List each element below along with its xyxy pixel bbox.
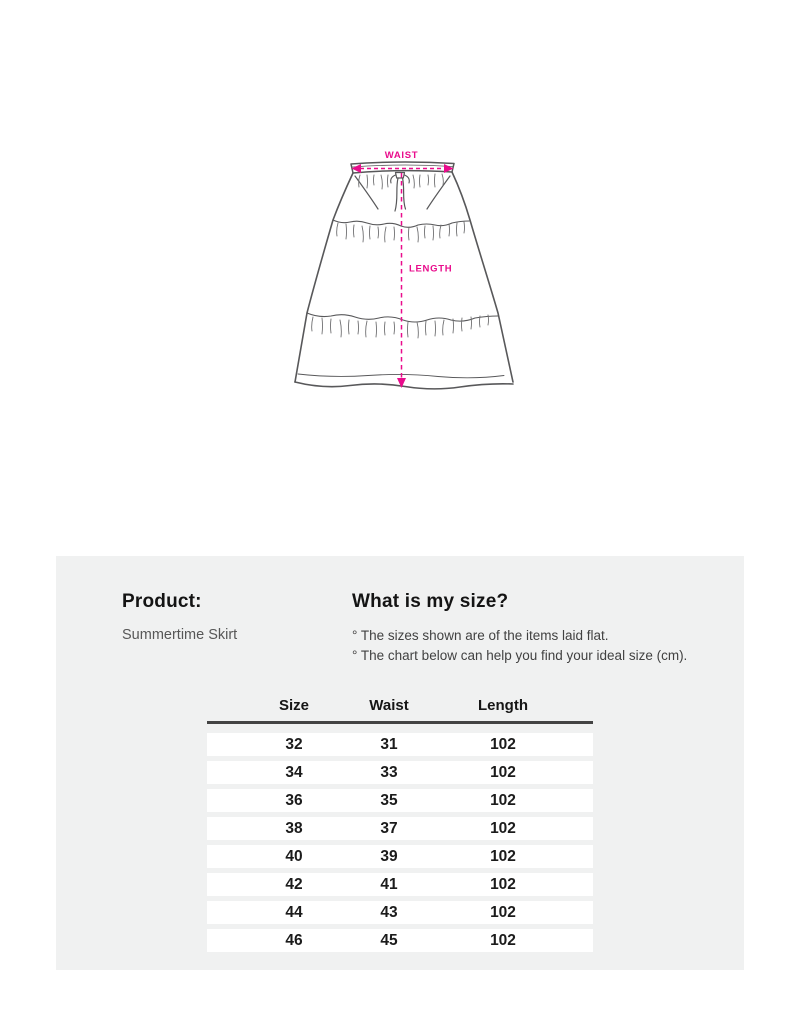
note-line: ° The sizes shown are of the items laid flat. bbox=[352, 628, 609, 643]
tier-seam-2 bbox=[307, 313, 498, 322]
skirt-line-art bbox=[295, 162, 513, 389]
table-cell: 43 bbox=[380, 904, 398, 921]
table-row bbox=[207, 929, 593, 952]
table-cell: 36 bbox=[285, 792, 303, 809]
table-cell: 102 bbox=[490, 792, 516, 809]
table-cell: 45 bbox=[380, 932, 398, 949]
table-cell: 102 bbox=[490, 820, 516, 837]
table-cell: 102 bbox=[490, 848, 516, 865]
table-row bbox=[207, 789, 593, 812]
table-cell: 35 bbox=[380, 792, 398, 809]
size-guide-panel bbox=[56, 556, 744, 970]
product-name: Summertime Skirt bbox=[122, 627, 238, 643]
table-row bbox=[207, 761, 593, 784]
table-row bbox=[207, 817, 593, 840]
table-cell: 40 bbox=[285, 848, 303, 865]
table-cell: 102 bbox=[490, 876, 516, 893]
waistband-stitch-line bbox=[353, 165, 453, 167]
size-notes bbox=[352, 626, 687, 665]
table-header-rule bbox=[207, 721, 593, 724]
column-header-length: Length bbox=[478, 697, 528, 714]
table-cell: 42 bbox=[285, 876, 303, 893]
table-cell: 44 bbox=[285, 904, 303, 921]
table-cell: 102 bbox=[490, 904, 516, 921]
size-table-header bbox=[207, 697, 593, 714]
column-header-size: Size bbox=[278, 697, 309, 714]
drawstring bbox=[391, 173, 410, 212]
waistband-outline bbox=[351, 162, 454, 173]
table-cell: 39 bbox=[380, 848, 398, 865]
table-row bbox=[207, 733, 593, 756]
table-cell: 37 bbox=[380, 820, 398, 837]
table-row bbox=[207, 901, 593, 924]
table-row bbox=[207, 873, 593, 896]
product-heading: Product: bbox=[122, 591, 202, 612]
table-cell: 102 bbox=[490, 764, 516, 781]
table-cell: 31 bbox=[380, 736, 398, 753]
size-question-heading: What is my size? bbox=[352, 591, 509, 612]
table-cell: 32 bbox=[285, 736, 303, 753]
table-cell: 34 bbox=[285, 764, 303, 781]
table-cell: 38 bbox=[285, 820, 303, 837]
column-header-waist: Waist bbox=[369, 697, 409, 714]
note-line: ° The chart below can help you find your ideal size (cm). bbox=[352, 647, 688, 663]
waist-label: WAIST bbox=[384, 150, 419, 161]
table-cell: 41 bbox=[380, 876, 398, 893]
length-label: LENGTH bbox=[409, 263, 453, 275]
table-cell: 102 bbox=[490, 932, 516, 949]
gather-ticks bbox=[312, 174, 489, 338]
table-cell: 102 bbox=[490, 736, 516, 753]
table-cell: 33 bbox=[380, 764, 398, 781]
skirt-diagram bbox=[272, 142, 536, 404]
table-cell: 46 bbox=[285, 932, 303, 949]
table-row bbox=[207, 845, 593, 868]
size-table-body bbox=[207, 733, 593, 952]
hem-outline bbox=[295, 382, 513, 389]
size-table bbox=[207, 697, 593, 957]
